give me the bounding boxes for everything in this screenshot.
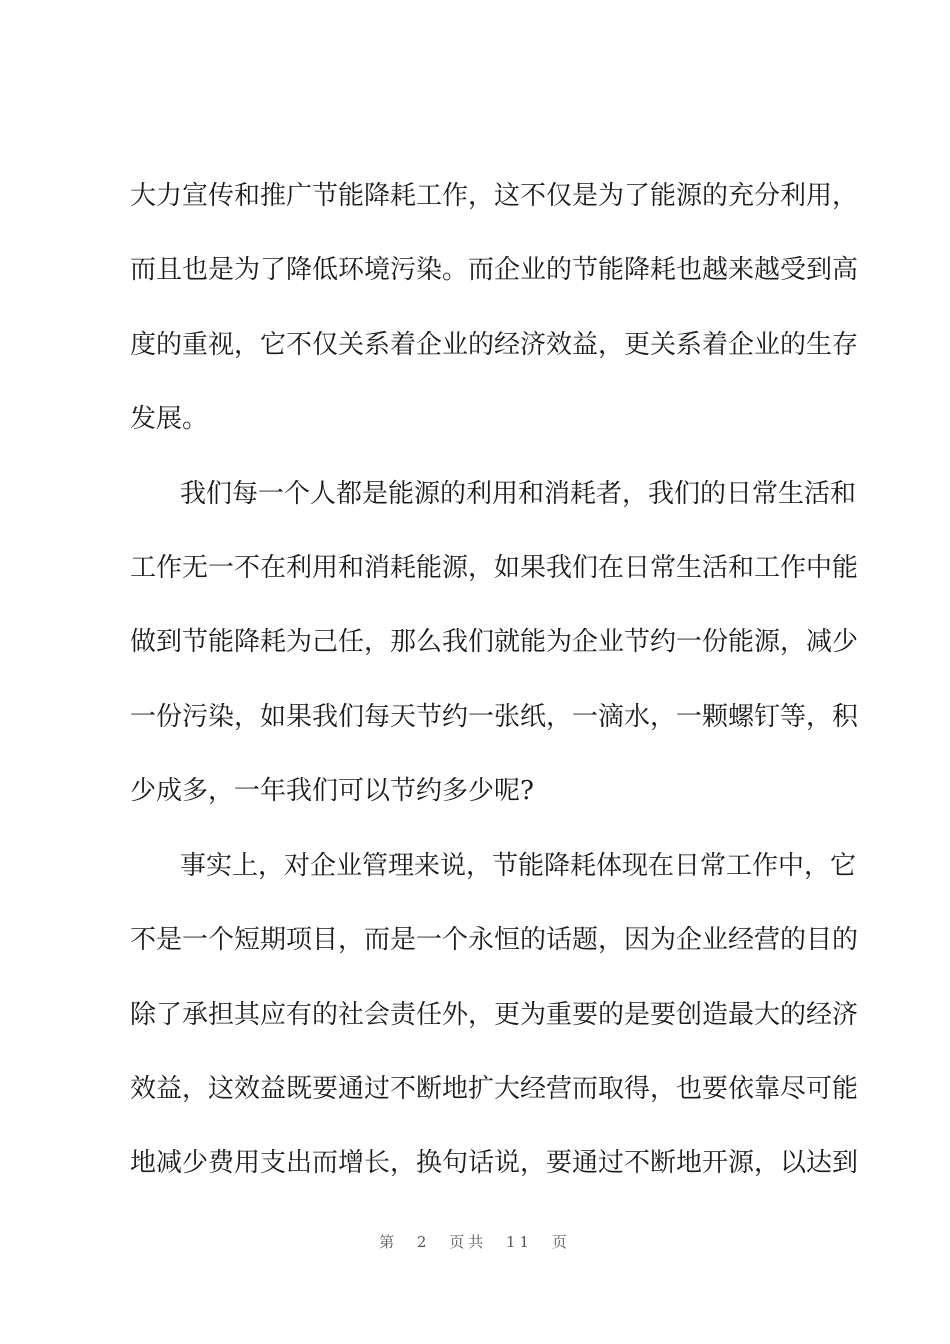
body-line: 做到节能降耗为己任，那么我们就能为企业节约一份能源，减少 xyxy=(130,627,859,657)
footer-suffix: 页 xyxy=(551,1233,571,1251)
body-line: 除了承担其应有的社会责任外，更为重要的是要创造最大的经济 xyxy=(130,1000,859,1030)
footer-middle: 页共 xyxy=(449,1233,488,1251)
footer-prefix: 第 xyxy=(379,1233,399,1251)
body-line: 大力宣传和推广节能降耗工作，这不仅是为了能源的充分利用， xyxy=(130,181,859,211)
footer-current-page: 2 xyxy=(416,1233,431,1251)
body-line: 不是一个短期项目，而是一个永恒的话题，因为企业经营的目的 xyxy=(130,925,859,955)
footer-total-pages: 11 xyxy=(506,1233,534,1251)
body-line: 而且也是为了降低环境污染。而企业的节能降耗也越来越受到高 xyxy=(130,255,859,285)
body-line: 效益，这效益既要通过不断地扩大经营而取得，也要依靠尽可能 xyxy=(130,1074,859,1104)
body-line: 我们每一个人都是能源的利用和消耗者，我们的日常生活和 xyxy=(180,479,857,509)
body-line: 地减少费用支出而增长，换句话说，要通过不断地开源，以达到 xyxy=(130,1148,859,1178)
body-line: 发展。 xyxy=(130,404,209,434)
body-line: 事实上，对企业管理来说，节能降耗体现在日常工作中，它 xyxy=(180,851,857,881)
page-footer xyxy=(0,1230,950,1254)
body-line: 工作无一不在利用和消耗能源，如果我们在日常生活和工作中能 xyxy=(130,553,859,583)
body-line: 度的重视，它不仅关系着企业的经济效益，更关系着企业的生存 xyxy=(130,330,859,360)
body-line: 少成多，一年我们可以节约多少呢? xyxy=(130,776,534,806)
body-line: 一份污染，如果我们每天节约一张纸，一滴水，一颗螺钉等，积 xyxy=(130,702,859,732)
